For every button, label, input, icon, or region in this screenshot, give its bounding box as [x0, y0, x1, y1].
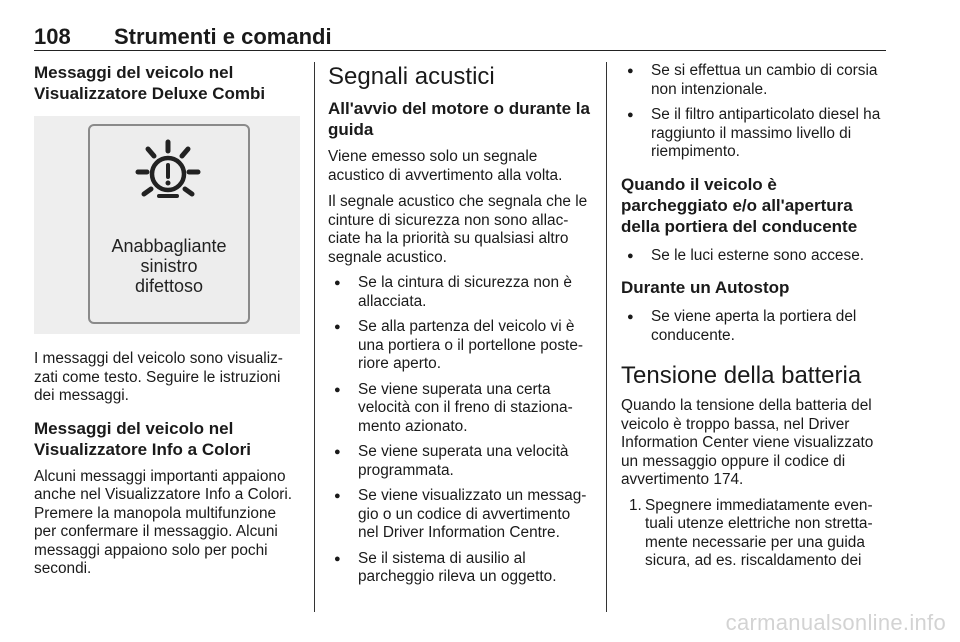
- paragraph: Viene emesso solo un segnale acustico di avvertimento alla volta.: [328, 148, 563, 184]
- list-item: ● Se si effettua un cambio di corsia non intenzionale.: [621, 62, 887, 99]
- list-item: ● Se viene aperta la portiera del conducente.: [621, 308, 887, 345]
- column-1: [34, 62, 300, 579]
- watermark: carmanualsonline.info: [725, 610, 946, 635]
- list-item: ● Se le luci esterne sono accese.: [621, 247, 887, 266]
- column-3: [621, 62, 887, 571]
- list-item: ● Se il sistema di ausilio al parcheggio rileva un oggetto.: [328, 550, 592, 587]
- list-item: ● Se la cintura di sicurezza non è allacciata.: [328, 274, 592, 311]
- section-title: Tensione della batteria: [621, 362, 862, 389]
- paragraph: Il segnale acustico che segnala che le cinture di sicurezza non sono allac-ciate ha la priorità su qualsiasi altro segnale acustico.: [328, 193, 588, 266]
- list-item: ● Se viene superata una certa velocità con il freno di staziona-mento azionato.: [328, 381, 592, 437]
- section-heading: All'avvio del motore o durante la guida: [328, 99, 590, 139]
- page-number: 108: [34, 24, 71, 49]
- bullet-list: [621, 62, 887, 162]
- display-frame: [88, 124, 250, 324]
- step-number: 1.: [629, 496, 642, 514]
- list-item: ● Se alla partenza del veicolo vi è una portiera o il portellone poste-riore aperto.: [328, 318, 592, 374]
- column-2: [328, 62, 592, 587]
- column-divider: [606, 62, 607, 612]
- numbered-list: [621, 497, 887, 571]
- section-heading: Messaggi del veicolo nel Visualizzatore Deluxe Combi: [34, 63, 266, 103]
- bullet-list: [621, 247, 887, 266]
- bulb-warning-icon: [130, 138, 206, 214]
- list-item: ● Se viene superata una velocità programmata.: [328, 443, 592, 480]
- list-item: ● Se il filtro antiparticolato diesel ha raggiunto il massimo livello di riempimento.: [621, 106, 887, 162]
- section-heading: Messaggi del veicolo nel Visualizzatore Info a Colori: [34, 418, 251, 459]
- dashboard-display-figure: [34, 116, 300, 334]
- list-item: [621, 497, 887, 571]
- bullet-list: [621, 308, 887, 345]
- section-heading: Quando il veicolo è parcheggiato e/o all'apertura della portiera del conducente: [621, 174, 858, 236]
- paragraph: Quando la tensione della batteria del veicolo è troppo bassa, nel Driver Information Center viene visualizzato un messaggio oppure il codice di avvertimento 174.: [621, 397, 874, 488]
- section-heading: Durante un Autostop: [621, 278, 790, 297]
- list-item: ● Se viene visualizzato un messag-gio o un codice di avvertimento nel Driver Information Centre.: [328, 487, 592, 543]
- step-text: Spegnere immediatamente even-tuali utenze elettriche non stretta-mente necessarie per una guida sicura, ad es. riscaldamento dei: [645, 496, 873, 569]
- paragraph: Alcuni messaggi importanti appaiono anche nel Visualizzatore Info a Colori. Premere la manopola multifunzione per confermare il messaggio. Alcuni messaggi appaiono solo per pochi secondi.: [34, 467, 293, 577]
- page-header: [34, 20, 886, 51]
- paragraph: I messaggi del veicolo sono visualiz-zati come testo. Seguire le istruzioni dei messaggi.: [34, 350, 283, 404]
- section-title: Segnali acustici: [328, 63, 495, 90]
- column-divider: [314, 62, 315, 612]
- bullet-list: [328, 274, 592, 587]
- page-title: Strumenti e comandi: [114, 24, 332, 49]
- display-message: Anabbagliante sinistro difettoso: [111, 236, 227, 296]
